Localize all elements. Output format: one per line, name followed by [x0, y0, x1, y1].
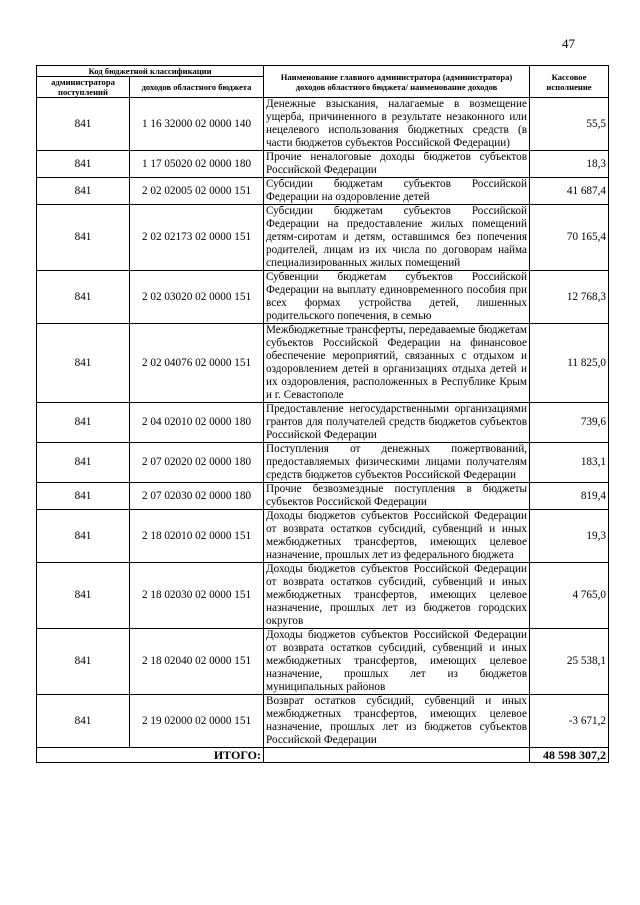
total-name-empty	[264, 748, 530, 763]
amount-cell: 11 825,0	[530, 324, 609, 403]
income-code-cell: 2 02 03020 02 0000 151	[130, 271, 264, 324]
income-name-cell: Доходы бюджетов субъектов Российской Федерации от возврата остатков субсидий, субвенций и иных межбюджетных трансфертов, имеющих целевое назначение, прошлых лет из бюджетов муниципальных районов	[264, 629, 530, 695]
amount-cell: 12 768,3	[530, 271, 609, 324]
income-code-cell: 2 07 02030 02 0000 180	[130, 483, 264, 510]
income-code-cell: 1 17 05020 02 0000 180	[130, 151, 264, 178]
income-name-cell: Межбюджетные трансферты, передаваемые бюджетам субъектов Российской Федерации на финансовое обеспечение мероприятий, связанных с отдыхом и оздоровлением детей в организациях отдыха детей и их оздоровления, расположенных в Республике Крым и г. Севастополе	[264, 324, 530, 403]
income-name-cell: Предоставление негосударственными организациями грантов для получателей средств бюджетов субъектов Российской Федерации	[264, 403, 530, 443]
table-row	[37, 510, 609, 563]
income-code-cell: 2 07 02020 02 0000 180	[130, 443, 264, 483]
income-name-cell: Возврат остатков субсидий, субвенций и иных межбюджетных трансфертов, имеющих целевое назначение, прошлых лет из бюджетов субъектов Российской Федерации	[264, 695, 530, 748]
admin-code-cell: 841	[37, 695, 130, 748]
table-row	[37, 324, 609, 403]
admin-code-cell: 841	[37, 403, 130, 443]
income-name-cell: Доходы бюджетов субъектов Российской Федерации от возврата остатков субсидий, субвенций и иных межбюджетных трансфертов, имеющих целевое назначение, прошлых лет из бюджетов городских округов	[264, 563, 530, 629]
header-admin-code: администратора поступлений	[37, 77, 130, 98]
table-row	[37, 205, 609, 271]
amount-cell: 18,3	[530, 151, 609, 178]
table-row	[37, 563, 609, 629]
income-code-cell: 2 02 02005 02 0000 151	[130, 178, 264, 205]
admin-code-cell: 841	[37, 98, 130, 151]
income-code-cell: 2 04 02010 02 0000 180	[130, 403, 264, 443]
admin-code-cell: 841	[37, 629, 130, 695]
table-header-row-1	[37, 66, 609, 77]
table-row	[37, 271, 609, 324]
table-row	[37, 151, 609, 178]
table-row	[37, 629, 609, 695]
table-row	[37, 98, 609, 151]
amount-cell: 41 687,4	[530, 178, 609, 205]
income-code-cell: 2 02 04076 02 0000 151	[130, 324, 264, 403]
income-name-cell: Поступления от денежных пожертвований, предоставляемых физическими лицами получателям средств бюджетов субъектов Российской Федерации	[264, 443, 530, 483]
income-name-cell: Субсидии бюджетам субъектов Российской Федерации на предоставление жилых помещений детям-сиротам и детям, оставшимся без попечения родителей, лицам из их числа по договорам найма специализированных жилых помещений	[264, 205, 530, 271]
amount-cell: 70 165,4	[530, 205, 609, 271]
amount-cell: 55,5	[530, 98, 609, 151]
header-administrator-name: Наименование главного администратора (администратора) доходов областного бюджета/ наименование доходов	[264, 66, 530, 98]
amount-cell: 19,3	[530, 510, 609, 563]
admin-code-cell: 841	[37, 443, 130, 483]
income-name-cell: Прочие неналоговые доходы бюджетов субъектов Российской Федерации	[264, 151, 530, 178]
admin-code-cell: 841	[37, 510, 130, 563]
income-name-cell: Доходы бюджетов субъектов Российской Федерации от возврата остатков субсидий, субвенций и иных межбюджетных трансфертов, имеющих целевое назначение, прошлых лет из федерального бюджета	[264, 510, 530, 563]
amount-cell: 739,6	[530, 403, 609, 443]
income-name-cell: Прочие безвозмездные поступления в бюджеты субъектов Российской Федерации	[264, 483, 530, 510]
table-row	[37, 695, 609, 748]
income-code-cell: 2 18 02040 02 0000 151	[130, 629, 264, 695]
admin-code-cell: 841	[37, 483, 130, 510]
admin-code-cell: 841	[37, 205, 130, 271]
total-row	[37, 748, 609, 763]
income-name-cell: Субсидии бюджетам субъектов Российской Федерации на оздоровление детей	[264, 178, 530, 205]
income-name-cell: Субвенции бюджетам субъектов Российской Федерации на выплату единовременного пособия при всех формах устройства детей, лишенных родительского попечения, в семью	[264, 271, 530, 324]
page-number: 47	[562, 36, 575, 51]
table-row	[37, 443, 609, 483]
admin-code-cell: 841	[37, 324, 130, 403]
amount-cell: 4 765,0	[530, 563, 609, 629]
table-row	[37, 178, 609, 205]
income-code-cell: 2 18 02030 02 0000 151	[130, 563, 264, 629]
amount-cell: 819,4	[530, 483, 609, 510]
table-row	[37, 403, 609, 443]
header-income-code: доходов областного бюджета	[130, 77, 264, 98]
total-amount: 48 598 307,2	[530, 748, 609, 763]
income-code-cell: 2 02 02173 02 0000 151	[130, 205, 264, 271]
admin-code-cell: 841	[37, 563, 130, 629]
amount-cell: 183,1	[530, 443, 609, 483]
admin-code-cell: 841	[37, 271, 130, 324]
income-code-cell: 2 18 02010 02 0000 151	[130, 510, 264, 563]
table-row	[37, 483, 609, 510]
admin-code-cell: 841	[37, 178, 130, 205]
income-code-cell: 1 16 32000 02 0000 140	[130, 98, 264, 151]
budget-income-table	[36, 65, 609, 763]
income-code-cell: 2 19 02000 02 0000 151	[130, 695, 264, 748]
header-cash-execution: Кассовое исполнение	[530, 66, 609, 98]
amount-cell: 25 538,1	[530, 629, 609, 695]
total-label: ИТОГО:	[37, 748, 264, 763]
income-name-cell: Денежные взыскания, налагаемые в возмещение ущерба, причиненного в результате незаконного или нецелевого использования бюджетных средств (в части бюджетов субъектов Российской Федерации)	[264, 98, 530, 151]
header-classification-code: Код бюджетной классификации	[37, 66, 264, 77]
amount-cell: -3 671,2	[530, 695, 609, 748]
admin-code-cell: 841	[37, 151, 130, 178]
